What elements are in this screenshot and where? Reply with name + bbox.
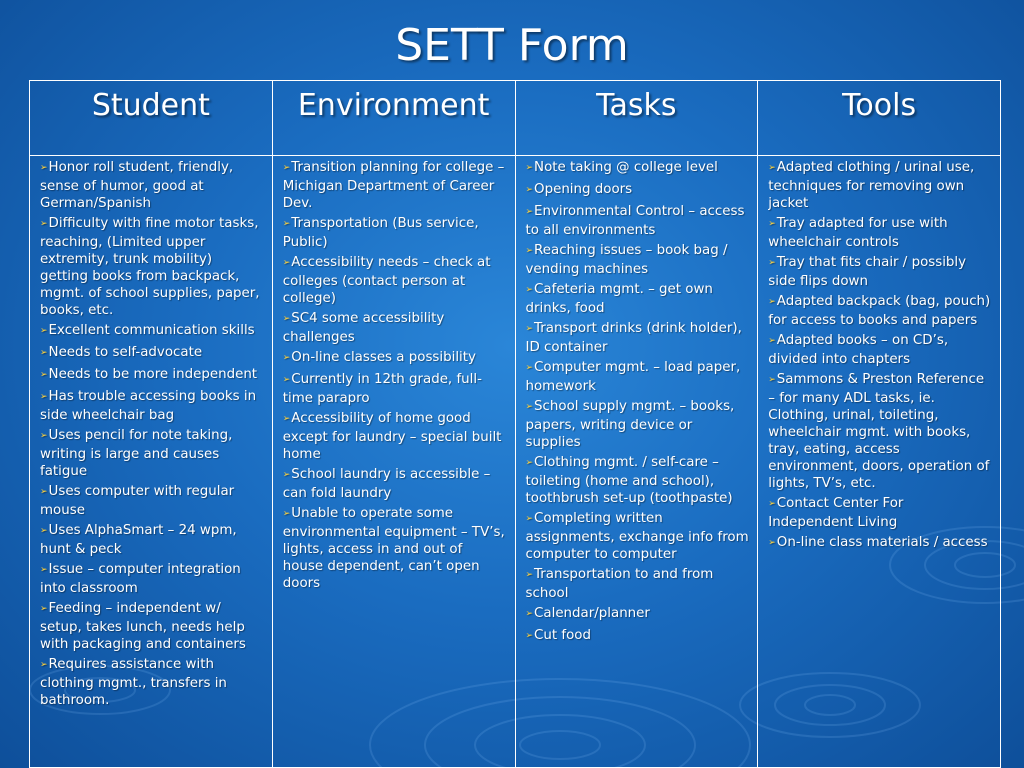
arrow-bullet-icon: ➢: [40, 392, 48, 402]
list-item: [283, 215, 507, 251]
list-item: [526, 627, 750, 646]
arrow-bullet-icon: ➢: [525, 163, 534, 173]
list-item: [40, 483, 264, 519]
arrow-bullet-icon: ➢: [40, 660, 48, 670]
list-item-text: Excellent communication skills: [48, 323, 255, 338]
list-item: [526, 281, 750, 317]
student-cell: [30, 156, 273, 768]
list-item: [526, 359, 750, 395]
arrow-bullet-icon: ➢: [525, 631, 534, 641]
arrow-bullet-icon: ➢: [282, 314, 291, 324]
list-item-text: Reaching issues – book bag / vending machines: [525, 243, 728, 277]
arrow-bullet-icon: ➢: [282, 258, 291, 268]
list-item: [526, 398, 750, 451]
list-item-text: School supply mgmt. – books, papers, writing device or supplies: [525, 399, 735, 450]
list-item: [526, 159, 750, 178]
arrow-bullet-icon: ➢: [525, 207, 534, 217]
arrow-bullet-icon: ➢: [282, 219, 291, 229]
list-item: [283, 310, 507, 346]
list-item-text: On-line classes a possibility: [291, 350, 476, 365]
sett-table: [29, 80, 1001, 768]
list-item: [283, 159, 507, 212]
list-item: [768, 293, 992, 329]
list-item: [40, 522, 264, 558]
list-item-text: Completing written assignments, exchange info from computer to computer: [525, 511, 749, 562]
list-item: [526, 510, 750, 563]
arrow-bullet-icon: ➢: [525, 363, 534, 373]
list-item: [768, 534, 992, 553]
list-item: [283, 254, 507, 307]
arrow-bullet-icon: ➢: [525, 458, 534, 468]
list-item: [40, 366, 264, 385]
list-item: [283, 505, 507, 592]
arrow-bullet-icon: ➢: [525, 324, 534, 334]
arrow-bullet-icon: ➢: [40, 219, 48, 229]
tools-cell: [758, 156, 1001, 768]
list-item-text: Cut food: [534, 628, 591, 643]
list-item: [526, 181, 750, 200]
list-item-text: Feeding – independent w/ setup, takes lunch, needs help with packaging and containers: [40, 601, 246, 652]
list-item-text: Clothing mgmt. / self-care – toileting (home and school), toothbrush set-up (toothpaste): [525, 455, 733, 506]
list-item-text: Uses computer with regular mouse: [40, 484, 235, 518]
arrow-bullet-icon: ➢: [525, 246, 534, 256]
environment-cell: [272, 156, 515, 768]
arrow-bullet-icon: ➢: [40, 370, 48, 380]
content-row: [30, 156, 1001, 768]
list-item-text: Cafeteria mgmt. – get own drinks, food: [525, 282, 713, 316]
list-item-text: Tray adapted for use with wheelchair controls: [768, 216, 948, 250]
list-item: [526, 242, 750, 278]
list-item-text: Currently in 12th grade, full-time parapro: [282, 372, 482, 406]
arrow-bullet-icon: ➢: [768, 499, 776, 509]
list-item: [40, 322, 264, 341]
list-item-text: Has trouble accessing books in side wheelchair bag: [40, 389, 257, 423]
list-item-text: On-line class materials / access: [776, 535, 988, 550]
list-item: [40, 388, 264, 424]
list-item: [526, 605, 750, 624]
list-item-text: Computer mgmt. – load paper, homework: [525, 360, 741, 394]
list-item-text: Requires assistance with clothing mgmt., transfers in bathroom.: [40, 657, 227, 708]
arrow-bullet-icon: ➢: [40, 326, 48, 336]
list-item: [768, 332, 992, 368]
list-item-text: Transport drinks (drink holder), ID container: [525, 321, 742, 355]
list-item-text: Needs to be more independent: [48, 367, 258, 382]
arrow-bullet-icon: ➢: [768, 219, 776, 229]
list-item-text: Issue – computer integration into classroom: [40, 562, 241, 596]
list-item-text: Adapted books – on CD’s, divided into chapters: [768, 333, 949, 367]
arrow-bullet-icon: ➢: [40, 487, 48, 497]
list-item: [526, 203, 750, 239]
arrow-bullet-icon: ➢: [40, 565, 48, 575]
list-item-text: Adapted backpack (bag, pouch) for access to books and papers: [768, 294, 991, 328]
arrow-bullet-icon: ➢: [282, 509, 291, 519]
list-item: [40, 656, 264, 709]
column-header-student: Student: [30, 81, 273, 156]
list-item: [768, 254, 992, 290]
list-item: [526, 454, 750, 507]
list-item-text: Note taking @ college level: [534, 160, 718, 175]
list-item: [283, 466, 507, 502]
list-item-text: Needs to self-advocate: [48, 345, 203, 360]
list-item-text: Accessibility needs – check at colleges (contact person at college): [282, 255, 491, 306]
arrow-bullet-icon: ➢: [768, 163, 776, 173]
list-item-text: Honor roll student, friendly, sense of humor, good at German/Spanish: [40, 160, 234, 211]
arrow-bullet-icon: ➢: [768, 258, 776, 268]
list-item: [40, 159, 264, 212]
list-item-text: Transportation (Bus service, Public): [282, 216, 479, 250]
arrow-bullet-icon: ➢: [282, 375, 291, 385]
list-item-text: Calendar/planner: [534, 606, 650, 621]
arrow-bullet-icon: ➢: [525, 402, 534, 412]
list-item-text: Tray that fits chair / possibly side flips down: [768, 255, 967, 289]
arrow-bullet-icon: ➢: [768, 538, 776, 548]
arrow-bullet-icon: ➢: [525, 514, 534, 524]
list-item: [768, 371, 992, 492]
list-item-text: Adapted clothing / urinal use, techniques for removing own jacket: [768, 160, 975, 211]
list-item-text: Difficulty with fine motor tasks, reaching, (Limited upper extremity, trunk mobility) getting books from backpack, mgmt. of school supplies, paper, books, etc.: [40, 216, 260, 318]
list-item-text: School laundry is accessible – can fold laundry: [282, 467, 491, 501]
arrow-bullet-icon: ➢: [525, 609, 534, 619]
student-list: [40, 159, 264, 709]
arrow-bullet-icon: ➢: [768, 297, 776, 307]
environment-list: [283, 159, 507, 592]
list-item: [526, 320, 750, 356]
list-item-text: SC4 some accessibility challenges: [282, 311, 445, 345]
list-item: [283, 410, 507, 463]
list-item-text: Opening doors: [534, 182, 633, 197]
list-item: [283, 349, 507, 368]
list-item: [526, 566, 750, 602]
tasks-cell: [515, 156, 758, 768]
list-item-text: Environmental Control – access to all environments: [525, 204, 745, 238]
list-item: [40, 427, 264, 480]
list-item-text: Uses pencil for note taking, writing is large and causes fatigue: [40, 428, 233, 479]
list-item-text: Transportation to and from school: [525, 567, 714, 601]
list-item: [768, 159, 992, 212]
arrow-bullet-icon: ➢: [525, 570, 534, 580]
list-item: [40, 561, 264, 597]
list-item-text: Sammons & Preston Reference – for many ADL tasks, ie. Clothing, urinal, toileting, wheelchair mgmt. with books, tray, eating, access environment, doors, operation of lights, TV’s, etc.: [768, 372, 990, 491]
page-title: SETT Form: [395, 20, 629, 71]
arrow-bullet-icon: ➢: [40, 163, 48, 173]
arrow-bullet-icon: ➢: [525, 185, 534, 195]
arrow-bullet-icon: ➢: [40, 348, 48, 358]
list-item: [40, 600, 264, 653]
list-item: [40, 215, 264, 319]
tools-list: [768, 159, 992, 553]
column-header-environment: Environment: [272, 81, 515, 156]
arrow-bullet-icon: ➢: [40, 604, 48, 614]
arrow-bullet-icon: ➢: [282, 470, 291, 480]
list-item-text: Contact Center For Independent Living: [768, 496, 904, 530]
tasks-list: [526, 159, 750, 646]
list-item-text: Transition planning for college – Michigan Department of Career Dev.: [282, 160, 505, 211]
arrow-bullet-icon: ➢: [768, 375, 776, 385]
arrow-bullet-icon: ➢: [40, 526, 48, 536]
arrow-bullet-icon: ➢: [282, 163, 291, 173]
list-item: [283, 371, 507, 407]
column-header-tools: Tools: [758, 81, 1001, 156]
arrow-bullet-icon: ➢: [282, 414, 291, 424]
list-item: [40, 344, 264, 363]
arrow-bullet-icon: ➢: [282, 353, 291, 363]
list-item: [768, 495, 992, 531]
list-item-text: Accessibility of home good except for laundry – special built home: [282, 411, 502, 462]
list-item-text: Unable to operate some environmental equipment – TV’s, lights, access in and out of house dependent, can’t open doors: [282, 506, 505, 591]
list-item-text: Uses AlphaSmart – 24 wpm, hunt & peck: [40, 523, 237, 557]
list-item: [768, 215, 992, 251]
header-row: [30, 81, 1001, 156]
arrow-bullet-icon: ➢: [40, 431, 48, 441]
arrow-bullet-icon: ➢: [525, 285, 534, 295]
column-header-tasks: Tasks: [515, 81, 758, 156]
arrow-bullet-icon: ➢: [768, 336, 776, 346]
